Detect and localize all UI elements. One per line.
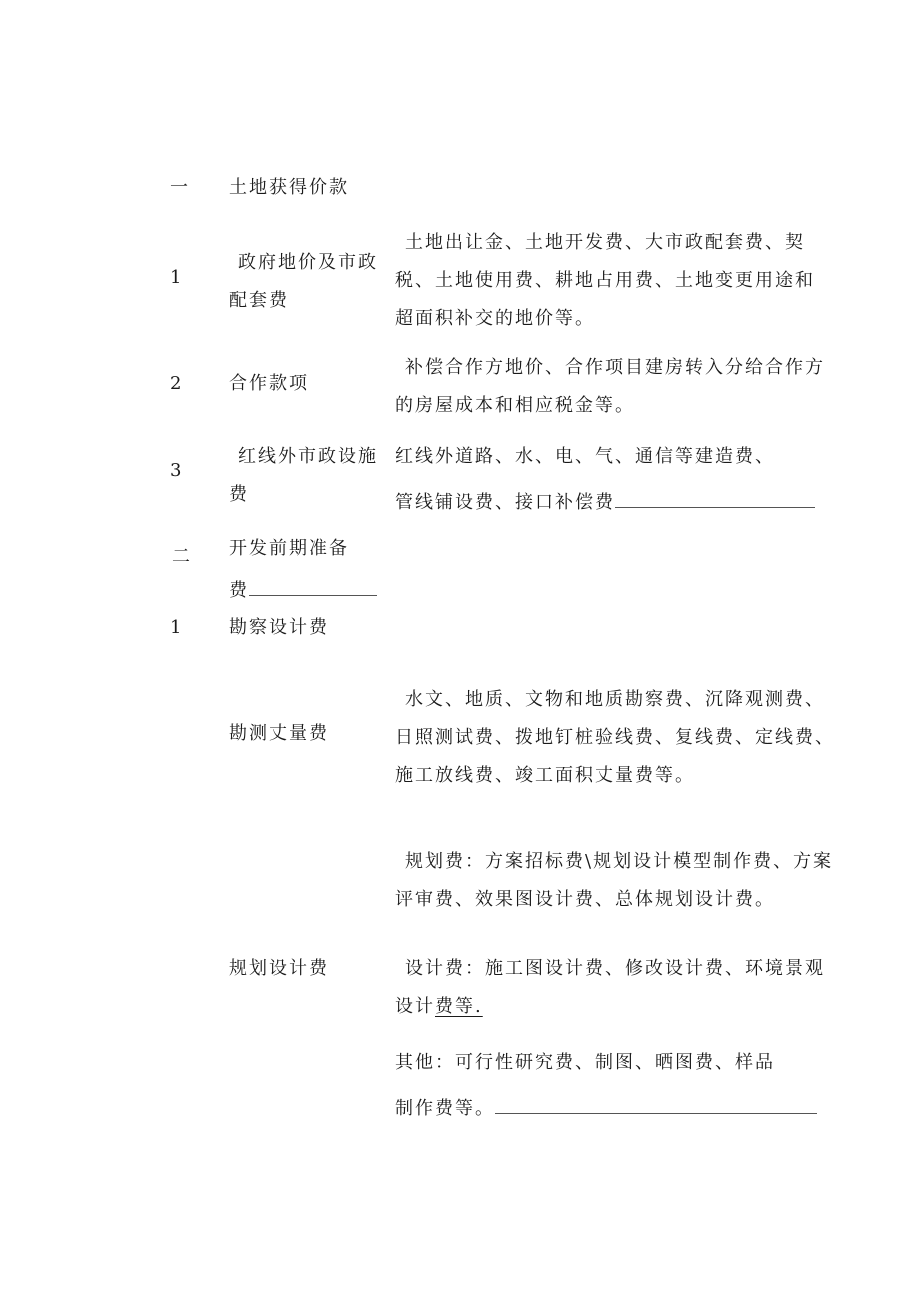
sub-item-description (395, 1090, 817, 1128)
item-description: 红线外道路、水、电、气、通信等建造费、 (395, 446, 775, 467)
sub-item-name: 勘测丈量费 (229, 723, 329, 744)
item-name: 红线外市政设施 (238, 446, 378, 467)
sub-item-description: 设计费：施工图设计费、修改设计费、环境景观 (405, 958, 825, 979)
section-title: 土地获得价款 (229, 177, 349, 198)
sub-item-description: 评审费、效果图设计费、总体规划设计费。 (395, 889, 775, 910)
item-description: 税、土地使用费、耕地占用费、土地变更用途和 (395, 270, 815, 291)
item-description: 的房屋成本和相应税金等。 (395, 395, 635, 416)
item-number: 1 (170, 617, 182, 638)
item-name: 费 (229, 484, 249, 505)
sub-item-description: 日照测试费、拨地钉桩验线费、复线费、定线费、 (395, 727, 835, 748)
item-description: 土地出让金、土地开发费、大市政配套费、契 (405, 232, 805, 253)
item-number: 1 (170, 267, 182, 288)
item-description-text: 管线铺设费、接口补偿费 (395, 492, 615, 513)
fill-blank-line (495, 1091, 817, 1114)
section-title: 开发前期准备 (229, 538, 349, 559)
section-number: 一 (170, 177, 188, 198)
item-name: 合作款项 (229, 373, 309, 394)
section-number: 二 (172, 546, 190, 567)
sub-item-description-text: 设计 (395, 996, 435, 1017)
sub-item-description: 施工放线费、竣工面积丈量费等。 (395, 765, 695, 786)
section-title (229, 572, 377, 610)
item-description (395, 484, 815, 522)
underlined-text: 费等. (435, 996, 483, 1017)
sub-item-description-text: 制作费等。 (395, 1098, 495, 1119)
item-number: 2 (170, 373, 182, 394)
sub-item-description: 规划费：方案招标费\规划设计模型制作费、方案 (405, 851, 834, 872)
item-description: 超面积补交的地价等。 (395, 308, 595, 329)
section-title-text: 费 (229, 580, 249, 601)
item-name: 配套费 (229, 290, 289, 311)
sub-item-description: 水文、地质、文物和地质勘察费、沉降观测费、 (405, 689, 825, 710)
item-description: 补偿合作方地价、合作项目建房转入分给合作方 (405, 357, 825, 378)
fill-blank-line (615, 485, 815, 508)
fill-blank-line (249, 573, 377, 596)
item-number: 3 (170, 460, 182, 481)
sub-item-description (395, 988, 483, 1026)
item-name: 勘察设计费 (229, 617, 329, 638)
sub-item-description: 其他：可行性研究费、制图、晒图费、样品 (395, 1052, 775, 1073)
item-name: 政府地价及市政 (238, 252, 378, 273)
sub-item-name: 规划设计费 (229, 958, 329, 979)
